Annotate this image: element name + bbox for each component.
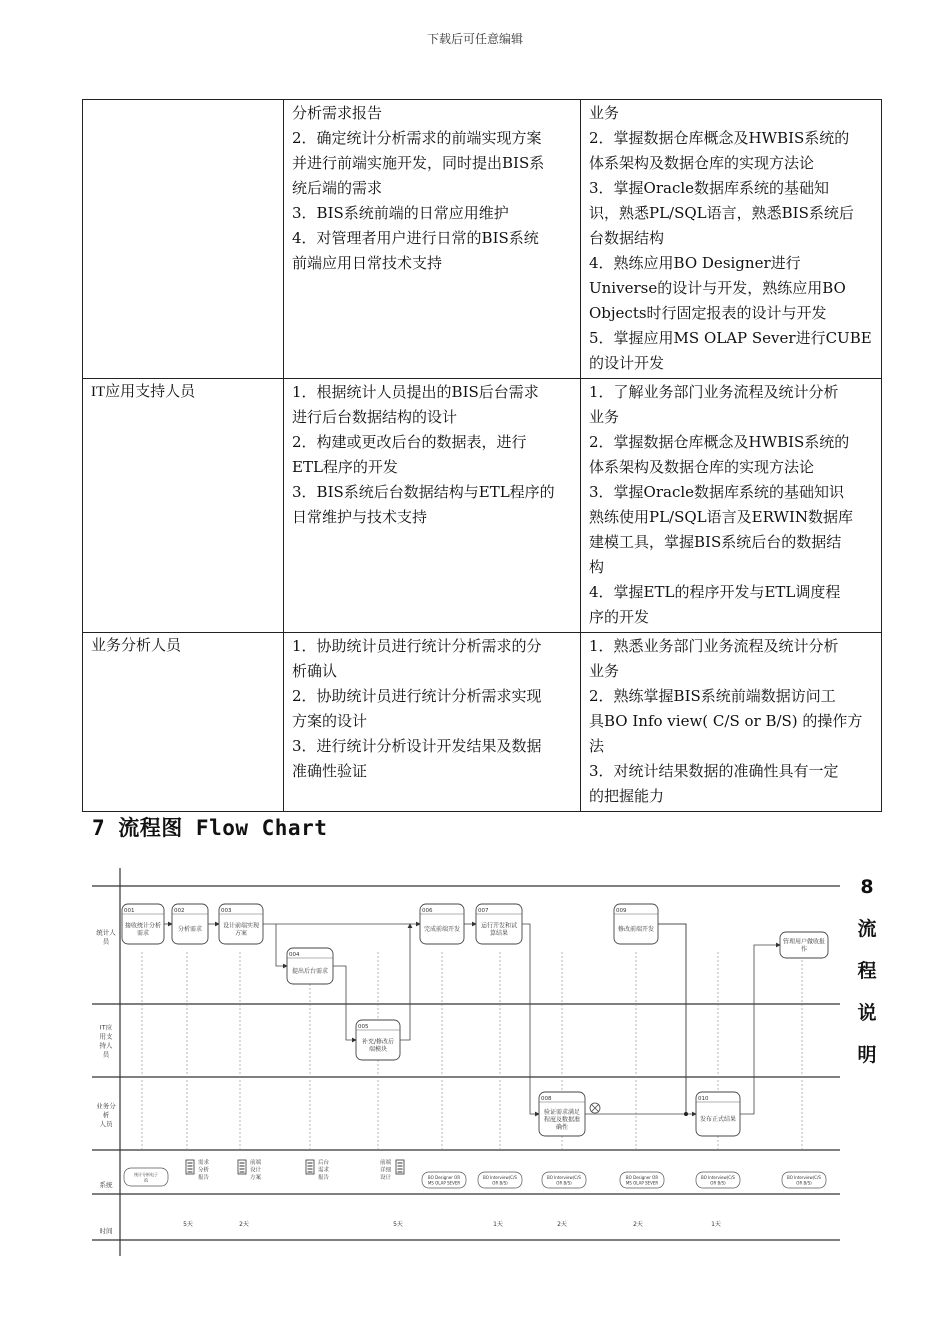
- skills-line: 的设计开发: [589, 354, 665, 372]
- step-text: 分析需求: [177, 926, 203, 933]
- duties-line: 3．BIS系统后台数据结构与ETL程序的: [292, 483, 555, 501]
- skills-line: 4．掌握ETL的程序开发与ETL调度程: [589, 583, 841, 601]
- system-text: BO Interview(C/S: [547, 1175, 581, 1181]
- skills-line: Objects时行固定报表的设计与开发: [589, 304, 827, 322]
- lane-label: 时间: [99, 1227, 113, 1235]
- skills-line: 具BO Info view( C/S or B/S) 的操作方: [589, 712, 863, 730]
- lane-label: 人员: [99, 1120, 113, 1128]
- duties-line: 并进行前端实施开发，同时提出BIS系: [292, 154, 545, 172]
- side-heading-char: 流: [857, 918, 877, 940]
- skills-cell: [581, 633, 882, 812]
- duration-label: 5天: [393, 1221, 403, 1228]
- system-item: [238, 1158, 262, 1181]
- step-text: 接收统计分析: [124, 922, 162, 930]
- system-text: 设计: [380, 1175, 392, 1181]
- system-text: BO Interview(C/S: [701, 1175, 735, 1181]
- table-row: [83, 100, 882, 379]
- lane-label: 员: [102, 937, 110, 946]
- table-row: [83, 379, 882, 633]
- process-step: [696, 1092, 740, 1136]
- process-step: [356, 1020, 400, 1060]
- system-text: 流: [144, 1177, 148, 1183]
- system-text: BO Designer OR: [427, 1175, 461, 1181]
- skills-line: 体系架构及数据仓库的实现方法论: [589, 458, 815, 476]
- system-text: OR B/S): [492, 1180, 508, 1186]
- step-id: 009: [616, 908, 627, 914]
- duration-label: 1天: [493, 1221, 503, 1228]
- side-heading-char: 程: [857, 960, 877, 982]
- skills-line: 2．掌握数据仓库概念及HWBIS系统的: [589, 129, 850, 147]
- flow-arrow: [276, 924, 287, 966]
- skills-line: 3．掌握Oracle数据库系统的基础知: [589, 179, 830, 197]
- process-step: [287, 948, 333, 984]
- skills-line: 3．掌握Oracle数据库系统的基础知识: [589, 483, 845, 501]
- step-text: 作: [800, 946, 808, 953]
- lane-label: 持人: [99, 1041, 113, 1050]
- skills-line: 法: [589, 737, 605, 755]
- step-id: 003: [221, 908, 232, 914]
- duties-line: 分析需求报告: [292, 104, 383, 122]
- skills-cell: [581, 379, 882, 633]
- skills-line: 构: [589, 558, 605, 576]
- process-step: [219, 904, 263, 944]
- skills-line: 5．掌握应用MS OLAP Sever进行CUBE: [589, 329, 872, 347]
- role-cell: [83, 100, 284, 379]
- flow-chart: [90, 868, 850, 1268]
- step-id: 005: [358, 1024, 369, 1030]
- duration-label: 2天: [557, 1221, 567, 1228]
- lane-label: 业务分: [96, 1102, 116, 1110]
- step-text: 完成前端开发: [423, 926, 461, 933]
- step-text: 修改前端开发: [617, 926, 655, 933]
- process-step: [122, 904, 164, 944]
- system-item: [306, 1158, 330, 1181]
- step-text: 方案: [234, 930, 248, 937]
- system-item: [620, 1172, 664, 1188]
- system-item: [124, 1168, 168, 1186]
- skills-line: 业务: [589, 662, 620, 680]
- system-text: MS OLAP SEVER: [427, 1180, 461, 1186]
- step-text: 需求: [136, 930, 150, 937]
- flow-arrow: [333, 966, 356, 1040]
- process-step: [172, 904, 208, 944]
- lane-label: 析: [102, 1111, 110, 1119]
- duties-line: 1．根据统计人员提出的BIS后台需求: [292, 383, 539, 401]
- step-text: 确性: [555, 1124, 569, 1131]
- flow-arrow: [740, 945, 780, 1114]
- system-text: 设计: [250, 1167, 262, 1174]
- skills-line: 1．了解业务部门业务流程及统计分析: [589, 383, 839, 401]
- table-row: [83, 633, 882, 812]
- skills-line: 2．熟练掌握BIS系统前端数据访问工: [589, 687, 836, 705]
- flow-arrow: [400, 924, 410, 1040]
- side-heading: [852, 866, 882, 1076]
- skills-line: 台数据结构: [589, 229, 665, 247]
- flow-arrow: [658, 924, 696, 1114]
- step-text: 补充/修改后: [361, 1038, 395, 1046]
- process-step: [539, 1092, 585, 1136]
- step-text: 设计前端实现: [222, 922, 260, 930]
- skills-line: 的把握能力: [589, 787, 665, 805]
- system-text: 需求: [198, 1160, 210, 1166]
- lane-label: 用支: [99, 1032, 113, 1041]
- system-item: [696, 1172, 740, 1188]
- lane-label: IT应: [99, 1023, 113, 1032]
- duration-label: 5天: [183, 1221, 193, 1228]
- side-heading-char: 8: [860, 876, 874, 898]
- duties-line: 析确认: [292, 662, 338, 680]
- duties-line: 3．进行统计分析设计开发结果及数据: [292, 737, 542, 755]
- duties-line: ETL程序的开发: [292, 458, 398, 476]
- duration-label: 2天: [239, 1221, 249, 1228]
- duties-line: 统后端的需求: [292, 179, 383, 197]
- lane-label: 员: [102, 1050, 110, 1059]
- step-text: 算结果: [489, 930, 509, 937]
- duties-line: 准确性验证: [292, 762, 368, 780]
- duties-line: 进行后台数据结构的设计: [292, 408, 458, 426]
- skills-line: 体系架构及数据仓库的实现方法论: [589, 154, 815, 172]
- skills-line: 熟练使用PL/SQL语言及ERWIN数据库: [589, 508, 854, 526]
- skills-line: 2．掌握数据仓库概念及HWBIS系统的: [589, 433, 850, 451]
- duties-cell: [284, 100, 581, 379]
- system-item: [186, 1158, 210, 1181]
- lane-label: 系统: [99, 1181, 113, 1189]
- junction-dot: [684, 1112, 688, 1116]
- roles-table: [82, 99, 882, 812]
- system-text: OR B/S): [796, 1180, 812, 1186]
- system-text: OR B/S): [710, 1180, 726, 1186]
- skills-line: 1．熟悉业务部门业务流程及统计分析: [589, 637, 839, 655]
- duration-label: 2天: [633, 1221, 643, 1228]
- duties-cell: [284, 379, 581, 633]
- system-text: BO Interview(C/S: [787, 1175, 821, 1181]
- system-text: MS OLAP SEVER: [625, 1180, 659, 1186]
- skills-line: 3．对统计结果数据的准确性具有一定: [589, 762, 839, 780]
- system-text: 方案: [250, 1175, 262, 1181]
- system-item: [422, 1172, 466, 1188]
- step-text: 验证需求满足: [543, 1109, 581, 1116]
- process-step: [614, 904, 658, 944]
- duties-line: 3．BIS系统前端的日常应用维护: [292, 204, 509, 222]
- step-text: 程度及数据准: [543, 1116, 581, 1124]
- duties-line: 1．协助统计员进行统计分析需求的分: [292, 637, 542, 655]
- system-text: BO Designer OR: [625, 1175, 659, 1181]
- step-id: 007: [478, 908, 489, 914]
- system-item: [542, 1172, 586, 1188]
- duties-line: 前端应用日常技术支持: [292, 254, 443, 272]
- lane-label: 统计人: [96, 928, 116, 937]
- step-id: 001: [124, 908, 135, 914]
- duties-line: 方案的设计: [292, 712, 368, 730]
- side-heading-char: 明: [857, 1044, 877, 1066]
- skills-line: 业务: [589, 104, 620, 122]
- system-text: 前端: [380, 1160, 392, 1166]
- duties-line: 2．协助统计员进行统计分析需求实现: [292, 687, 542, 705]
- system-text: 统计分析电子: [134, 1172, 158, 1178]
- side-heading-char: 说: [857, 1002, 877, 1024]
- flow-arrow: [602, 924, 686, 1114]
- duties-line: 2．构建或更改后台的数据表，进行: [292, 433, 527, 451]
- system-item: [380, 1158, 404, 1181]
- duties-cell: [284, 633, 581, 812]
- skills-line: 4．熟练应用BO Designer进行: [589, 254, 801, 272]
- role-cell: 业务分析人员: [83, 633, 284, 812]
- role-cell: IT应用支持人员: [83, 379, 284, 633]
- step-text: 发布正式结果: [699, 1116, 737, 1123]
- system-text: 详细: [380, 1167, 392, 1174]
- step-id: 002: [174, 908, 185, 914]
- system-item: [478, 1172, 522, 1188]
- process-step: [780, 932, 828, 958]
- system-text: BO Interview(C/S: [483, 1175, 517, 1181]
- system-text: OR B/S): [556, 1180, 572, 1186]
- step-text: 端模块: [368, 1046, 388, 1053]
- header-note: 下载后可任意编辑: [426, 32, 523, 46]
- duties-line: 2．确定统计分析需求的前端实现方案: [292, 129, 542, 147]
- skills-line: 建模工具，掌握BIS系统后台的数据结: [589, 533, 842, 551]
- process-step: [476, 904, 522, 944]
- duties-line: 日常维护与技术支持: [292, 508, 428, 526]
- step-id: 006: [422, 908, 433, 914]
- section-heading: 7 流程图 Flow Chart: [92, 816, 328, 840]
- system-text: 报告: [198, 1175, 210, 1181]
- step-text: 提出后台需求: [291, 968, 329, 975]
- step-id: 010: [698, 1096, 709, 1102]
- skills-line: 识，熟悉PL/SQL语言，熟悉BIS系统后: [589, 204, 854, 222]
- skills-line: Universe的设计与开发，熟练应用BO: [589, 279, 846, 297]
- step-id: 004: [289, 952, 300, 958]
- system-text: 报告: [318, 1175, 330, 1181]
- system-text: 需求: [318, 1167, 330, 1174]
- step-text: 管理用户做收报: [782, 938, 826, 946]
- system-item: [782, 1172, 826, 1188]
- process-step: [420, 904, 464, 944]
- duties-line: 4．对管理者用户进行日常的BIS系统: [292, 229, 539, 247]
- duration-label: 1天: [711, 1221, 721, 1228]
- step-text: 运行开发和试: [480, 922, 518, 930]
- system-text: 分析: [198, 1167, 210, 1174]
- system-text: 后台: [318, 1160, 330, 1166]
- skills-line: 业务: [589, 408, 620, 426]
- step-id: 008: [541, 1096, 552, 1102]
- skills-line: 序的开发: [589, 608, 650, 626]
- flow-arrow: [522, 924, 539, 1114]
- system-text: 前端: [250, 1160, 262, 1166]
- skills-cell: [581, 100, 882, 379]
